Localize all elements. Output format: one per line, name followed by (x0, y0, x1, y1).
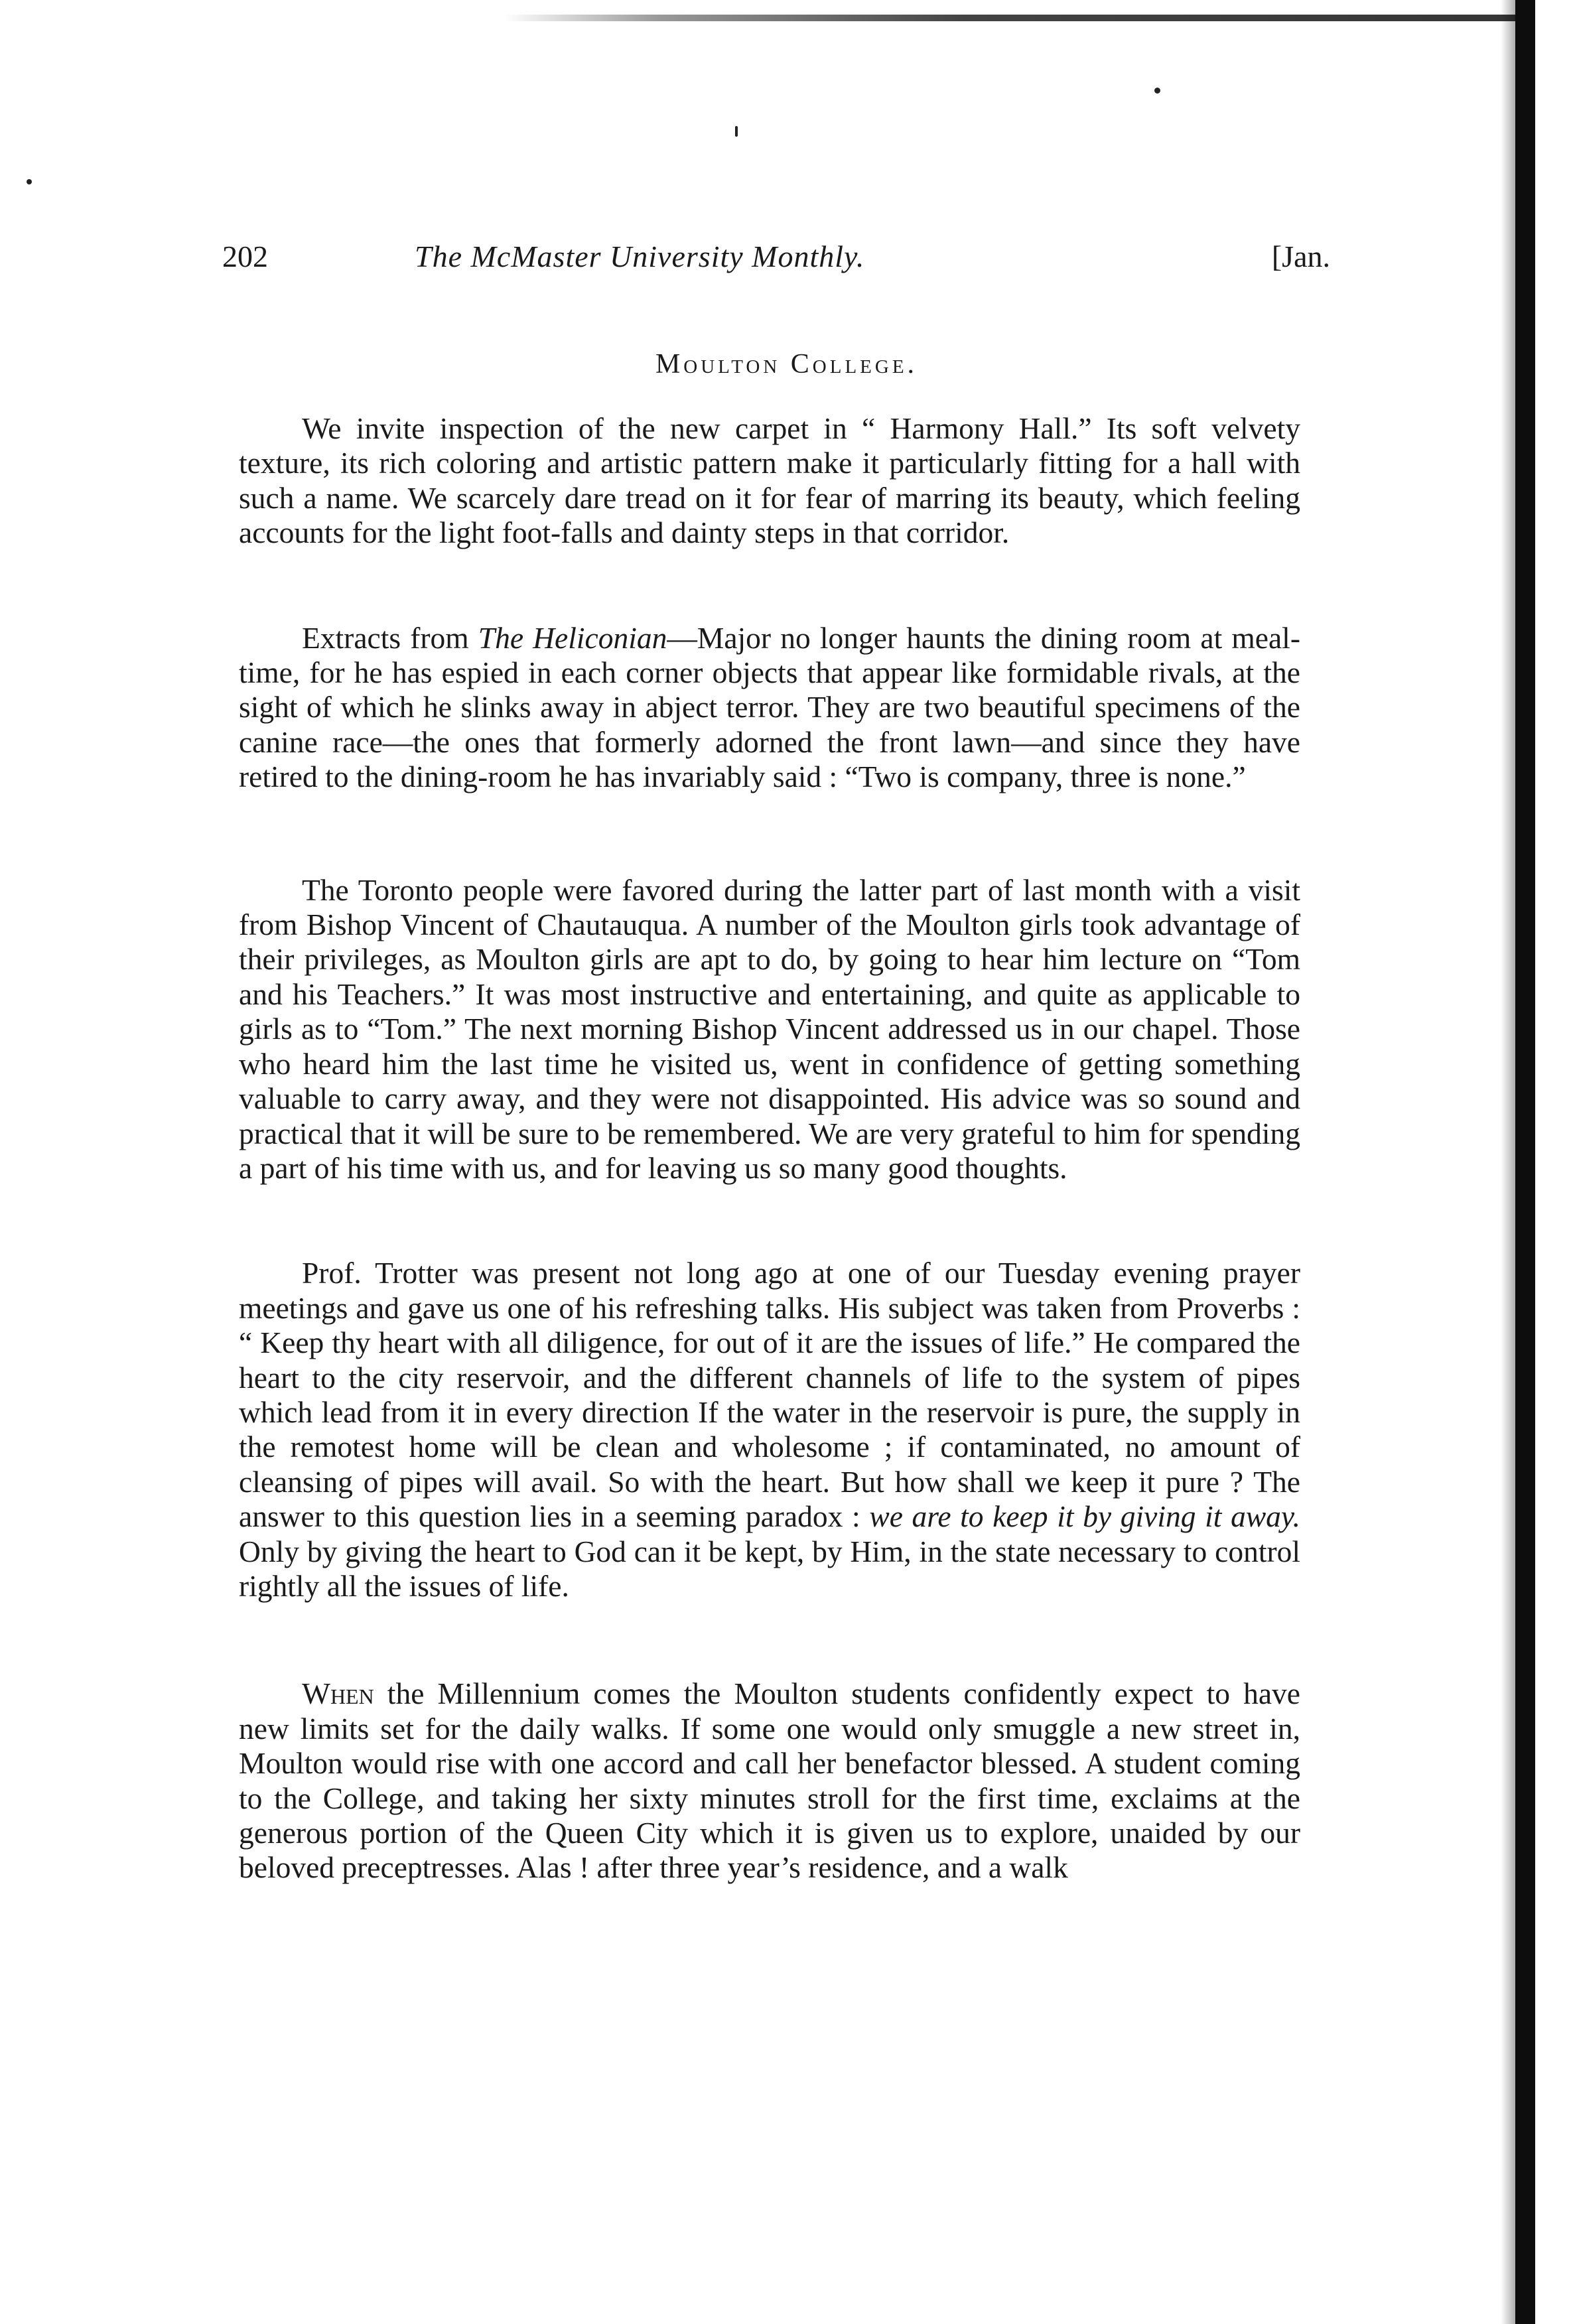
paragraph-bishop-vincent: The Toronto people were favored during the latter part of last month with a visit from Bishop Vincent of Chautauqua. A number of the Moulton girls took advantage of their privileges, as Moulton girls are apt to do, by going to hear him lecture on “Tom and his Teachers.” It was most instructive and entertaining, and quite as applicable to girls as to “Tom.” The next morning Bishop Vincent addressed us in our chapel. Those who heard him the last time he visited us, went in confidence of getting something valuable to carry away, and they were not disappointed. His advice was so sound and practical that it will be sure to be remembered. We are very grateful to him for spending a part of his time with us, and for leaving us so many good thoughts. (239, 872, 1300, 1185)
section-heading: Moulton College. (655, 349, 918, 379)
paragraph-heliconian-lead: Extracts from (302, 620, 478, 655)
paragraph-heliconian-rest: —Major no longer haunts the dining room at meal-time, for he has espied in each corner objects that appear like formidable rivals, at the sight of which he slinks away in abject terror. They are two beautiful specimens of the canine race—the ones that formerly adorned the front lawn—and since they have retired to the dining-room he has invariably said : “Two is company, three is none.” (239, 620, 1300, 794)
paragraph-millennium-rest: the Millennium comes the Moulton students confidently expect to have new limits set for the daily walks. If some one would only smuggle a new street in, Moulton would rise with one accord and call her benefactor blessed. A student coming to the College, and taking her sixty minutes stroll for the first time, exclaims at the generous portion of the Queen City which it is given us to explore, unaided by our beloved preceptresses. Alas ! after three year’s residence, and a walk (239, 1676, 1300, 1885)
scan-top-edge (504, 15, 1526, 21)
scan-speck (27, 179, 32, 184)
scan-speck (735, 126, 738, 137)
issue-month: [Jan. (1271, 239, 1330, 273)
paragraph-heliconian (239, 621, 1300, 795)
paragraph-millennium-lead: When (302, 1676, 374, 1711)
paragraph-trotter-rest: Only by giving the heart to God can it be kept, by Him, in the state necessary to control rightly all the issues of life. (239, 1534, 1300, 1603)
article-body (239, 411, 1300, 1885)
journal-title: The McMaster University Monthly. (415, 239, 865, 273)
heliconian-title: The Heliconian (478, 620, 667, 655)
paragraph-prof-trotter (239, 1256, 1300, 1604)
paragraph-millennium (239, 1676, 1300, 1885)
paradox-quote: we are to keep it by giving it away. (869, 1499, 1300, 1534)
paragraph-trotter-lead: Prof. Trotter was present not long ago at one of our Tuesday evening prayer meetings and gave us one of his refreshing talks. His subject was taken from Proverbs : “ Keep thy heart with all diligence, for out of it are the issues of life.” He compared the heart to the city reservoir, and the different channels of life to the system of pipes which lead from it in every direction If the water in the reservoir is pure, the supply in the remotest home will be clean and wholesome ; if contaminated, no amount of cleansing of pipes will avail. So with the heart. But how shall we keep it pure ? The answer to this question lies in a seeming paradox : (239, 1256, 1300, 1534)
page-number: 202 (222, 239, 268, 273)
running-head (222, 239, 1330, 285)
paragraph-harmony-hall: We invite inspection of the new carpet in “ Harmony Hall.” Its soft velvety texture, its rich coloring and artistic pattern make it particularly fitting for a hall with such a name. We scarcely dare tread on it for fear of marring its beauty, which feeling accounts for the light foot-falls and dainty steps in that corridor. (239, 411, 1300, 550)
scan-speck (1154, 88, 1160, 94)
